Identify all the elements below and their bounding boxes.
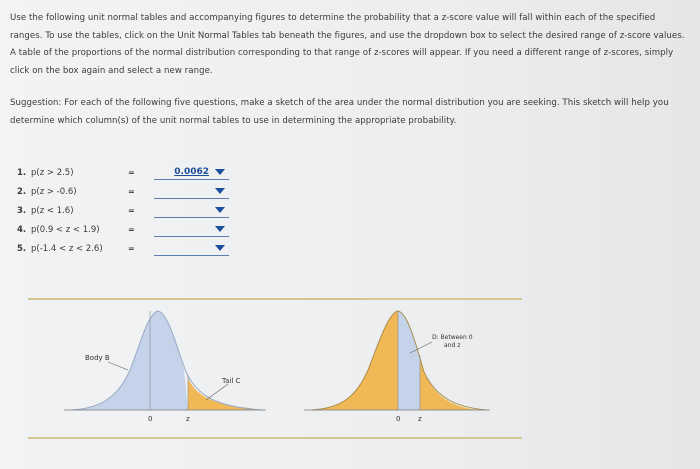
question-number: 3. bbox=[17, 205, 27, 216]
right-normal-figure bbox=[304, 311, 490, 423]
body-label: Body B bbox=[85, 354, 110, 362]
equals-sign: = bbox=[128, 187, 135, 196]
tail-pointer bbox=[206, 384, 228, 400]
equals-sign: = bbox=[128, 168, 135, 177]
suggestion-text: Suggestion: For each of the following five questions, make a sketch of the area under the normal distribution you are seeking. This sketch will help you determine which column(s) of the unit normal tables to use in determining the appropriate probability. bbox=[10, 98, 669, 126]
question-text: p(z > -0.6) bbox=[31, 186, 77, 197]
question-number: 2. bbox=[17, 186, 27, 197]
equals-sign: = bbox=[128, 225, 135, 234]
question-number: 4. bbox=[17, 224, 27, 235]
equals-sign: = bbox=[128, 244, 135, 253]
left-normal-figure bbox=[64, 311, 266, 423]
question-text: p(-1.4 < z < 2.6) bbox=[31, 243, 103, 254]
zero-label: 0 bbox=[148, 415, 153, 423]
answer-value: 0.0062 bbox=[174, 167, 209, 177]
question-number: 5. bbox=[17, 243, 27, 254]
question-number: 1. bbox=[17, 167, 27, 178]
body-pointer bbox=[108, 362, 128, 370]
between-label-text: D: Between 0 bbox=[432, 334, 473, 341]
question-text: p(z > 2.5) bbox=[31, 167, 74, 178]
right-shaded-area bbox=[420, 360, 480, 410]
left-shaded-area bbox=[312, 311, 398, 410]
instructions-text: Use the following unit normal tables and accompanying figures to determine the probability that a z-score value will fall within each of the specified ranges. To use the tables, click on the Unit Normal Tables tab beneath the figures, and use the dropdown box to select the desired range of z-score values. A table of the proportions of the normal distribution corresponding to that range of z-scores will appear. If you need a different range of z-scores, simply click on the box again and select a new range. bbox=[10, 13, 685, 76]
between-label bbox=[432, 334, 474, 349]
zero-label: 0 bbox=[396, 415, 401, 423]
equals-sign: = bbox=[128, 206, 135, 215]
z-label: z bbox=[186, 415, 190, 423]
z-label: z bbox=[418, 415, 422, 423]
between-label-text-line2: and z bbox=[444, 342, 461, 349]
bottom-divider bbox=[28, 437, 522, 439]
question-text: p(0.9 < z < 1.9) bbox=[31, 224, 100, 235]
tail-label: Tail C bbox=[222, 377, 241, 385]
question-text: p(z < 1.6) bbox=[31, 205, 74, 216]
